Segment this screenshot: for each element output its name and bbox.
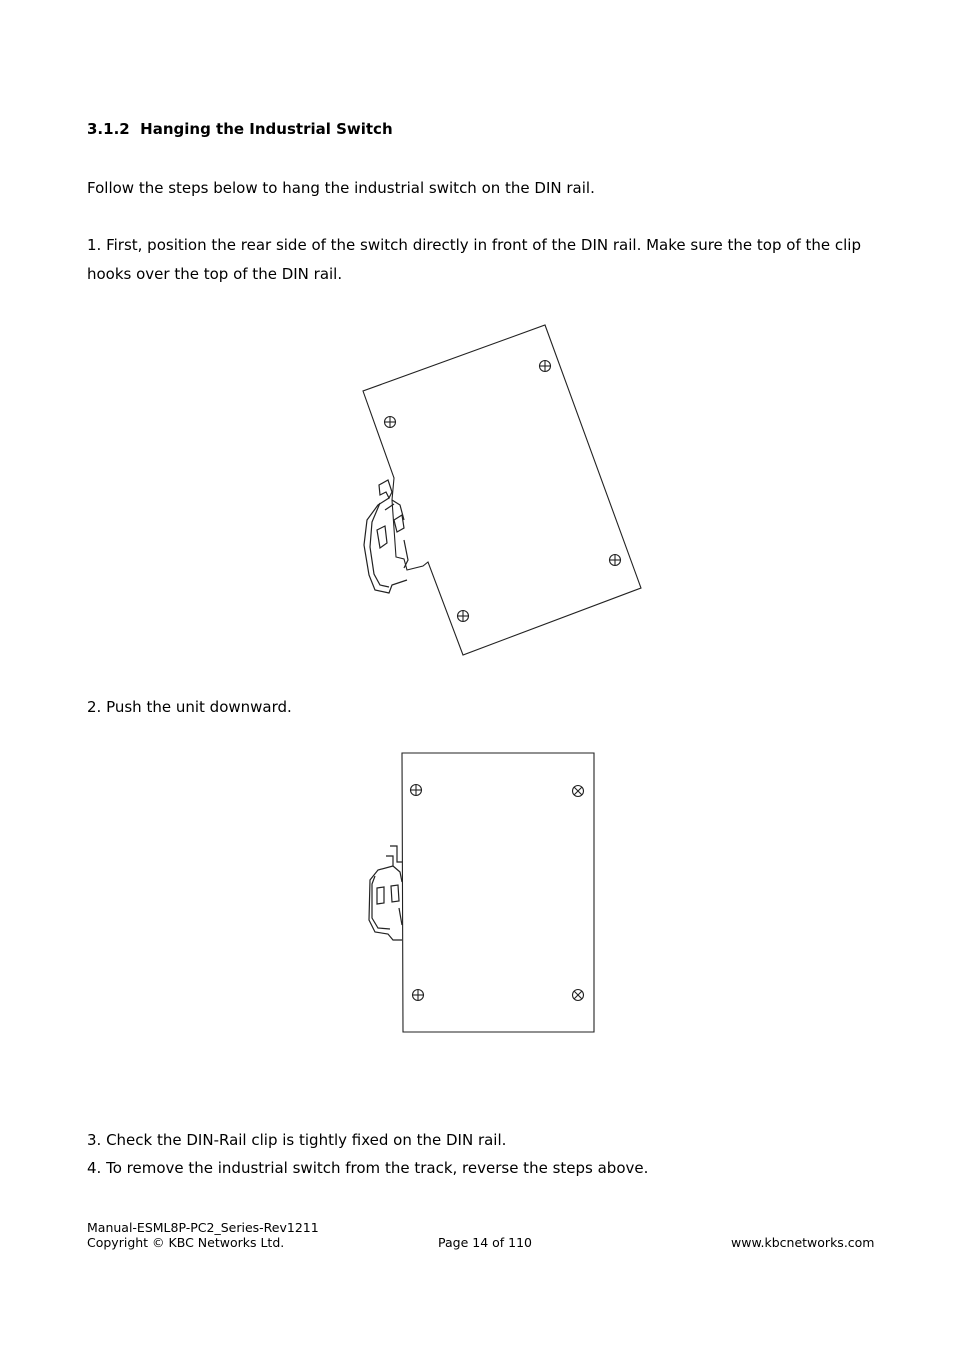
section-heading — [87, 120, 393, 138]
step-2-paragraph: 2. Push the unit downward. — [87, 698, 292, 716]
screw-icon — [573, 990, 584, 1001]
screw-icon — [610, 555, 621, 566]
switch-body-outline — [402, 753, 594, 1032]
screw-icon — [458, 611, 469, 622]
footer-page-number: Page 14 of 110 — [438, 1235, 532, 1250]
hanging-mounted-figure — [365, 748, 600, 1038]
step-1-paragraph: 1. First, position the rear side of the switch directly in front of the DIN rail. Make sure the top of the clip hooks over the top of the DIN rail. — [87, 236, 861, 283]
screw-icon — [413, 990, 424, 1001]
intro-paragraph: Follow the steps below to hang the industrial switch on the DIN rail. — [87, 179, 595, 197]
step-4-paragraph: 4. To remove the industrial switch from the track, reverse the steps above. — [87, 1159, 649, 1177]
footer-copyright: Copyright © KBC Networks Ltd. — [87, 1235, 285, 1250]
step-3-paragraph: 3. Check the DIN-Rail clip is tightly fixed on the DIN rail. — [87, 1131, 507, 1149]
hanging-tilted-figure — [355, 318, 650, 663]
section-number: 3.1.2 — [87, 120, 130, 138]
screw-icon — [573, 786, 584, 797]
din-rail-clip — [369, 846, 402, 940]
screw-icon — [540, 361, 551, 372]
section-title: Hanging the Industrial Switch — [140, 120, 393, 138]
din-rail-clip — [364, 480, 408, 593]
screw-icon — [385, 417, 396, 428]
screw-icon — [411, 785, 422, 796]
footer-website: www.kbcnetworks.com — [731, 1235, 875, 1250]
footer-manual-id: Manual-ESML8P-PC2_Series-Rev1211 — [87, 1220, 319, 1235]
switch-body-outline — [363, 325, 641, 655]
